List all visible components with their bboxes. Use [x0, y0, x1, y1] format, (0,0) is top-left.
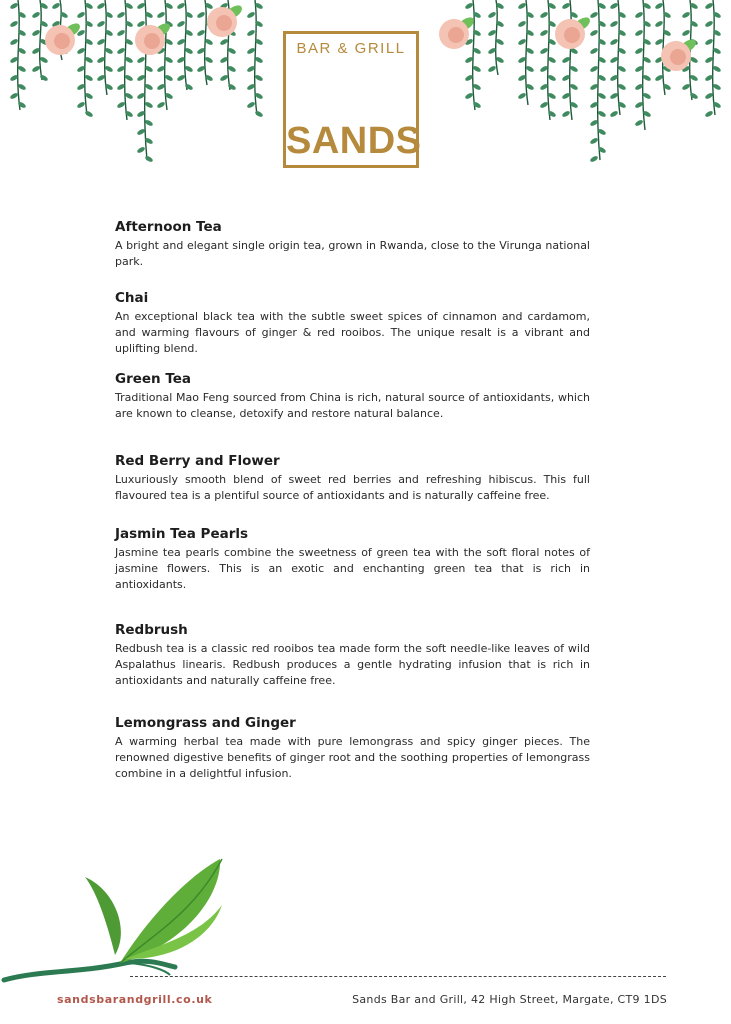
- menu-item-red-berry-and-flower: [115, 453, 590, 504]
- menu-item-description: Luxuriously smooth blend of sweet red berries and refreshing hibiscus. This full flavoured tea is a plentiful source of antioxidants and is naturally caffeine free.: [115, 473, 590, 502]
- menu-item-jasmin-tea-pearls: [115, 526, 590, 593]
- menu-item-description: Traditional Mao Feng sourced from China is rich, natural source of antioxidants, which are known to cleanse, detoxify and restore natural balance.: [115, 391, 590, 420]
- menu-item-description: A bright and elegant single origin tea, grown in Rwanda, close to the Virunga national park.: [115, 239, 590, 268]
- menu-item-description: Redbush tea is a classic red rooibos tea made form the soft needle-like leaves of wild Aspalathus linearis. Redbush produces a gentle hydrating infusion that is rich in antioxidants and naturally caffeine free.: [115, 642, 590, 687]
- footer-divider: [130, 976, 666, 977]
- menu-item-description: Jasmine tea pearls combine the sweetness of green tea with the soft floral notes of jasmine flowers. This is an exotic and enchanting green tea that is rich in antioxidants.: [115, 546, 590, 591]
- menu-item-title: Green Tea: [115, 371, 192, 387]
- menu-item-green-tea: [115, 371, 590, 422]
- menu-item-chai: [115, 290, 590, 357]
- tea-leaves-illustration: [0, 855, 230, 995]
- hanging-vines-right-decoration: [438, 0, 731, 170]
- menu-item-title: Afternoon Tea: [115, 219, 222, 235]
- menu-item-title: Red Berry and Flower: [115, 453, 280, 469]
- menu-item-lemongrass-and-ginger: [115, 715, 590, 782]
- hanging-vines-left-decoration: [0, 0, 275, 170]
- menu-item-title: Redbrush: [115, 622, 188, 638]
- menu-item-title: Jasmin Tea Pearls: [115, 526, 249, 542]
- sands-logo: [283, 31, 422, 168]
- menu-item-description: An exceptional black tea with the subtle sweet spices of cinnamon and cardamom, and warming flavours of ginger & red rooibos. The unique resalt is a vibrant and uplifting blend.: [115, 310, 590, 355]
- menu-item-description: A warming herbal tea made with pure lemongrass and spicy ginger pieces. The renowned digestive benefits of ginger root and the soothing properties of lemongrass combine in a delightful infusion.: [115, 735, 590, 780]
- menu-item-afternoon-tea: [115, 219, 590, 270]
- menu-item-title: Chai: [115, 290, 149, 306]
- website-link[interactable]: sandsbarandgrill.co.uk: [57, 993, 213, 1006]
- menu-item-title: Lemongrass and Ginger: [115, 715, 296, 731]
- logo-name: SANDS: [286, 120, 422, 162]
- footer-address: Sands Bar and Grill, 42 High Street, Margate, CT9 1DS: [352, 993, 667, 1006]
- logo-subtitle: BAR & GRILL: [296, 40, 406, 57]
- menu-item-redbrush: [115, 622, 590, 689]
